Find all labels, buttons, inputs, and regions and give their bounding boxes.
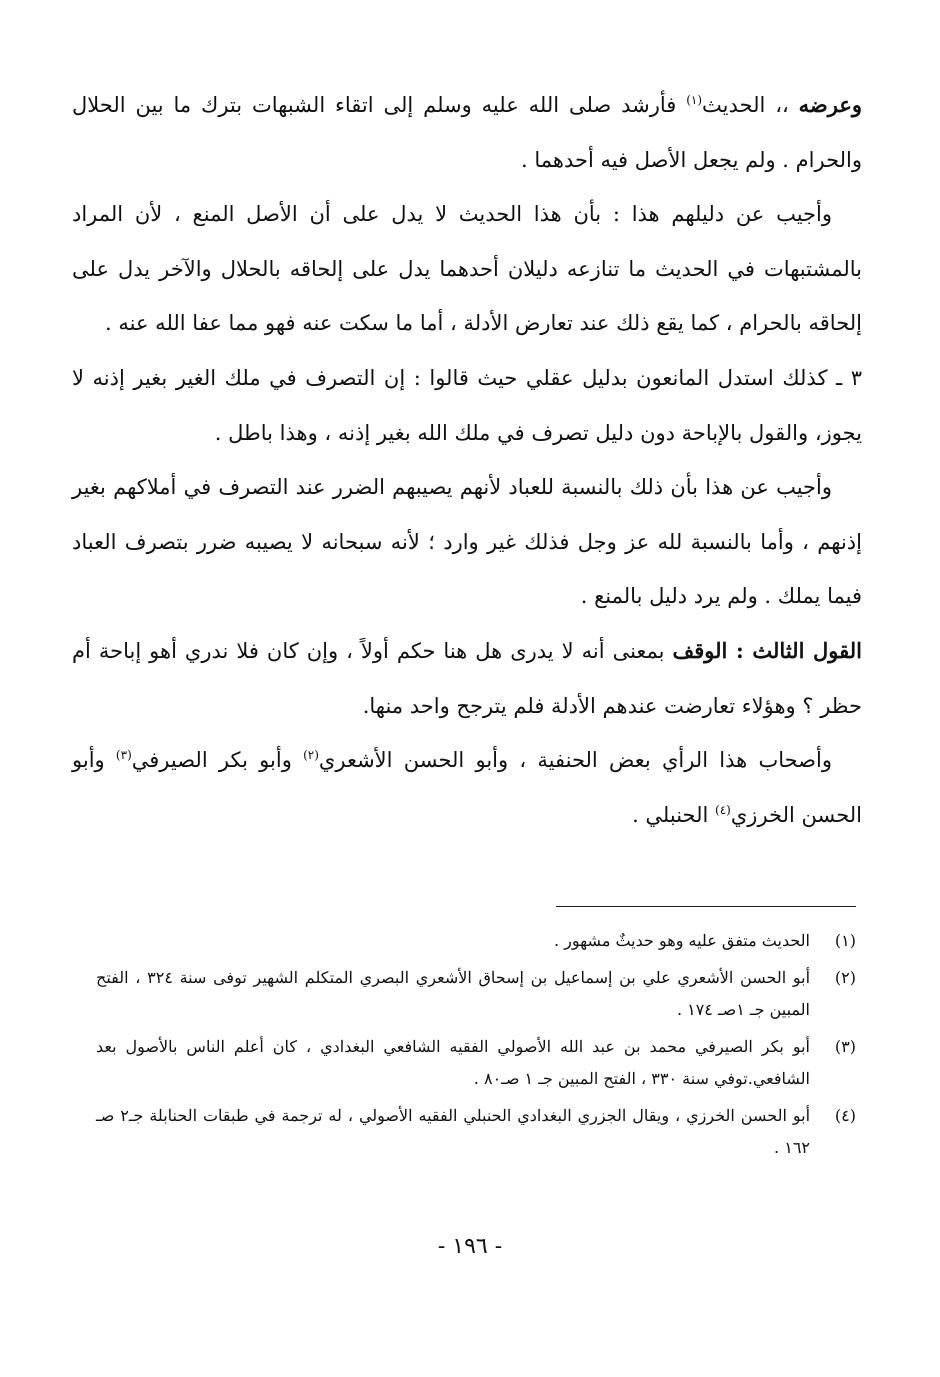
text-run: ،، الحديث (702, 93, 799, 117)
footnote-text: أبو بكر الصيرفي محمد بن عبد الله الأصولي الفقيه الشافعي البغدادي ، كان أعلم الناس بالأصول بعد الشافعي.توفي سنة ٣٣٠ ، الفتح المبين جـ ١ صـ٨٠ . (96, 1037, 810, 1088)
paragraph-6 (72, 733, 862, 842)
paragraph-5 (72, 624, 862, 733)
footnote-3 (96, 1031, 856, 1095)
page-number: - ١٩٦ - (437, 1234, 503, 1259)
footnote-number: (١) (834, 931, 856, 950)
text-run: وأصحاب هذا الرأي بعض الحنفية ، وأبو الحسن الأشعري (318, 748, 832, 773)
text-run: ٣ ـ كذلك استدل المانعون بدليل عقلي حيث قالوا : إن التصرف في ملك الغير بغير إذنه لا يجوز، والقول بالإباحة دون دليل تصرف في ملك الله بغير إذنه ، وهذا باطل . (72, 365, 862, 445)
footnote-number: (٤) (834, 1106, 856, 1125)
paragraph-4 (72, 460, 862, 624)
text-run: وأجيب عن دليلهم هذا : بأن هذا الحديث لا يدل على أن الأصل المنع ، لأن المراد بالمشتبهات في الحديث ما تنازعه دليلان أحدهما يدل على إلحاقه بالحلال والآخر يدل على إلحاقه بالحرام ، كما يقع ذلك عند تعارض الأدلة ، أما ما سكت عنه فهو مما عفا الله عنه . (72, 202, 862, 336)
text-run: وأجيب عن هذا بأن ذلك بالنسبة للعباد لأنهم يصيبهم الضرر عند التصرف في أملاكهم بغير إذنهم ، وأما بالنسبة لله عز وجل فذلك غير وارد ؛ لأنه سبحانه لا يصيبه ضرر بتصرف العباد فيما يملك . ولم يرد دليل بالمنع . (72, 475, 862, 609)
footnote-number: (٢) (834, 968, 856, 987)
section-heading-third-opinion: القول الثالث : الوقف (672, 637, 862, 663)
text-run: بمعنى أنه لا يدرى هل هنا حكم أولاً ، وإن كان فلا ندري أهو إباحة أم حظر ؟ وهؤلاء تعارضت عندهم الأدلة فلم يترجح واحد منها. (72, 638, 862, 718)
main-text (72, 78, 862, 842)
footnote-separator (556, 906, 856, 907)
text-run: الحنبلي . (632, 802, 716, 827)
footnote-ref-4[interactable]: (٤) (715, 802, 731, 817)
footnote-ref-2[interactable]: (٢) (303, 748, 319, 763)
footnote-number: (٣) (834, 1037, 856, 1056)
footnote-ref-1[interactable]: (١) (686, 93, 703, 107)
bold-lead-word: وعرضه (798, 92, 862, 117)
text-run: وأبو الحسن الخرزي (72, 748, 862, 827)
footnote-4 (96, 1100, 856, 1164)
footnote-text: أبو الحسن الأشعري علي بن إسماعيل بن إسحاق الأشعري البصري المتكلم الشهير توفى سنة ٣٢٤ ، الفتح المبين جـ ١صـ ١٧٤ . (96, 968, 811, 1019)
footnote-text: الحديث متفق عليه وهو حديثٌ مشهور . (554, 931, 810, 950)
footnote-text: أبو الحسن الخرزي ، ويقال الجزري البغدادي الحنبلي الفقيه الأصولي ، له ترجمة في طبقات الحنابلة جـ٢ صـ ١٦٢ . (96, 1106, 811, 1157)
text-run: وأبو بكر الصيرفي (131, 748, 304, 773)
paragraph-1 (72, 78, 862, 187)
footnotes (96, 925, 856, 1169)
paragraph-2 (72, 187, 862, 351)
text-run: فأرشد صلى الله عليه وسلم إلى اتقاء الشبهات بترك ما بين الحلال والحرام . ولم يجعل الأصل فيه أحدهما . (72, 93, 862, 172)
footnote-1 (96, 925, 856, 957)
paragraph-3 (72, 351, 862, 460)
footnote-ref-3[interactable]: (٣) (115, 748, 132, 763)
footnote-2 (96, 962, 856, 1026)
